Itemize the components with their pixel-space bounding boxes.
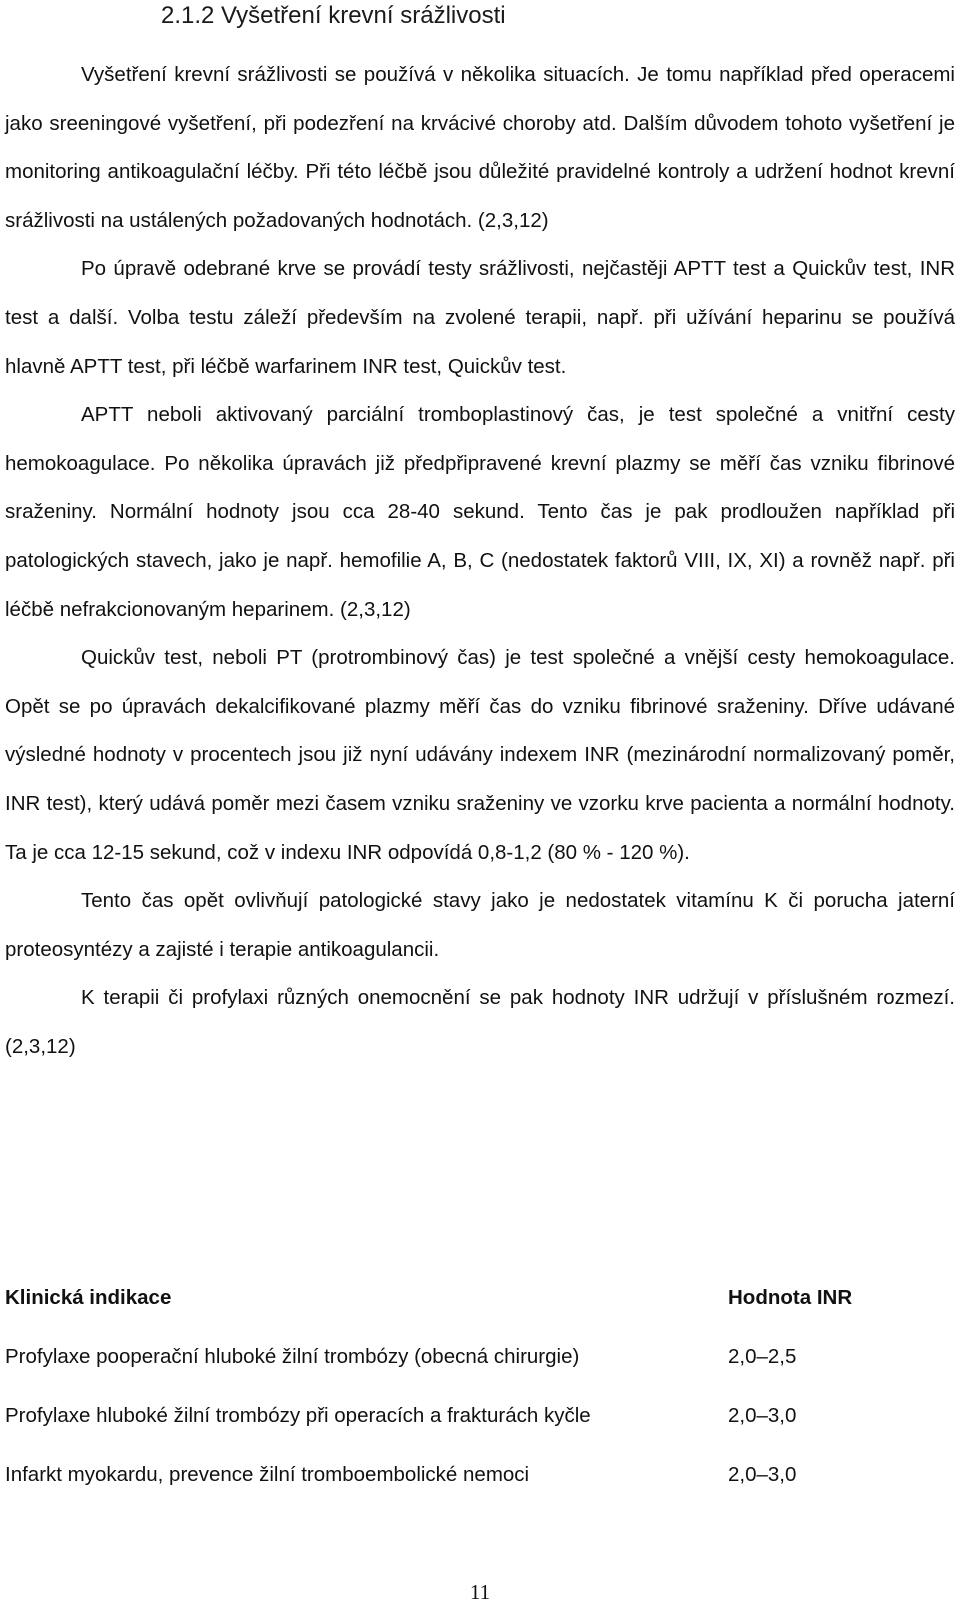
paragraph-intro: Vyšetření krevní srážlivosti se používá v několika situacích. Je tomu například před operacemi jako sreeningové vyšetření, při podezření na krvácivé choroby atd. Dalším důvodem tohoto vyšetření je monitoring antikoagulační léčby. Při této léčbě jsou důležité pravidelné kontroly a udržení hodnot krevní srážlivosti na ustálených požadovaných hodnotách. (2,3,12) [5,63,955,232]
inr-table [5,1268,955,1504]
header-indication: Klinická indikace [5,1285,172,1309]
paragraph-pathology: Tento čas opět ovlivňují patologické stavy jako je nedostatek vitamínu K či porucha jaterní proteosyntézy a zajisté i terapie antikoagulancii. [5,889,955,961]
table-row [5,1386,955,1445]
row-inr-value: 2,0–3,0 [728,1462,797,1486]
paragraph-therapy: K terapii či profylaxi různých onemocnění se pak hodnoty INR udržují v příslušném rozmezí. (2,3,12) [5,986,955,1058]
paragraph-aptt: APTT neboli aktivovaný parciální tromboplastinový čas, je test společné a vnitřní cesty hemokoagulace. Po několika úpravách již předpřipravené krevní plazmy se měří čas vzniku fibrinové sraženiny. Normální hodnoty jsou cca 28-40 sekund. Tento čas je pak prodloužen například při patologických stavech, jako je např. hemofilie A, B, C (nedostatek faktorů VIII, IX, XI) a rovněž např. při léčbě nefrakcionovaným heparinem. (2,3,12) [5,403,955,621]
table-row [5,1327,955,1386]
section-heading: 2.1.2 Vyšetření krevní srážlivosti [161,2,506,29]
row-inr-value: 2,0–2,5 [728,1344,797,1368]
table-row [5,1445,955,1504]
paragraph-quick: Quickův test, neboli PT (protrombinový čas) je test společné a vnější cesty hemokoagulace. Opět se po úpravách dekalcifikované plazmy měří čas do vzniku fibrinové sraženiny. Dříve udávané výsledné hodnoty v procentech jsou již nyní udávány indexem INR (mezinárodní normalizovaný poměr, INR test), který udává poměr mezi časem vzniku sraženiny ve vzorku krve pacienta a normální hodnoty. Ta je cca 12-15 sekund, což v indexu INR odpovídá 0,8-1,2 (80 % - 120 %). [5,646,955,864]
row-indication: Infarkt myokardu, prevence žilní tromboembolické nemoci [5,1462,530,1486]
table-header-row [5,1268,955,1327]
row-inr-value: 2,0–3,0 [728,1403,797,1427]
header-inr-value: Hodnota INR [728,1285,853,1309]
row-indication: Profylaxe hluboké žilní trombózy při operacích a frakturách kyčle [5,1403,591,1427]
row-indication: Profylaxe pooperační hluboké žilní trombózy (obecná chirurgie) [5,1344,580,1368]
paragraph-tests: Po úpravě odebrané krve se provádí testy srážlivosti, nejčastěji APTT test a Quickův test, INR test a další. Volba testu záleží především na zvolené terapii, např. při užívání heparinu se používá hlavně APTT test, při léčbě warfarinem INR test, Quickův test. [5,257,955,378]
page-number: 11 [469,1580,491,1604]
body-text [5,51,955,1071]
